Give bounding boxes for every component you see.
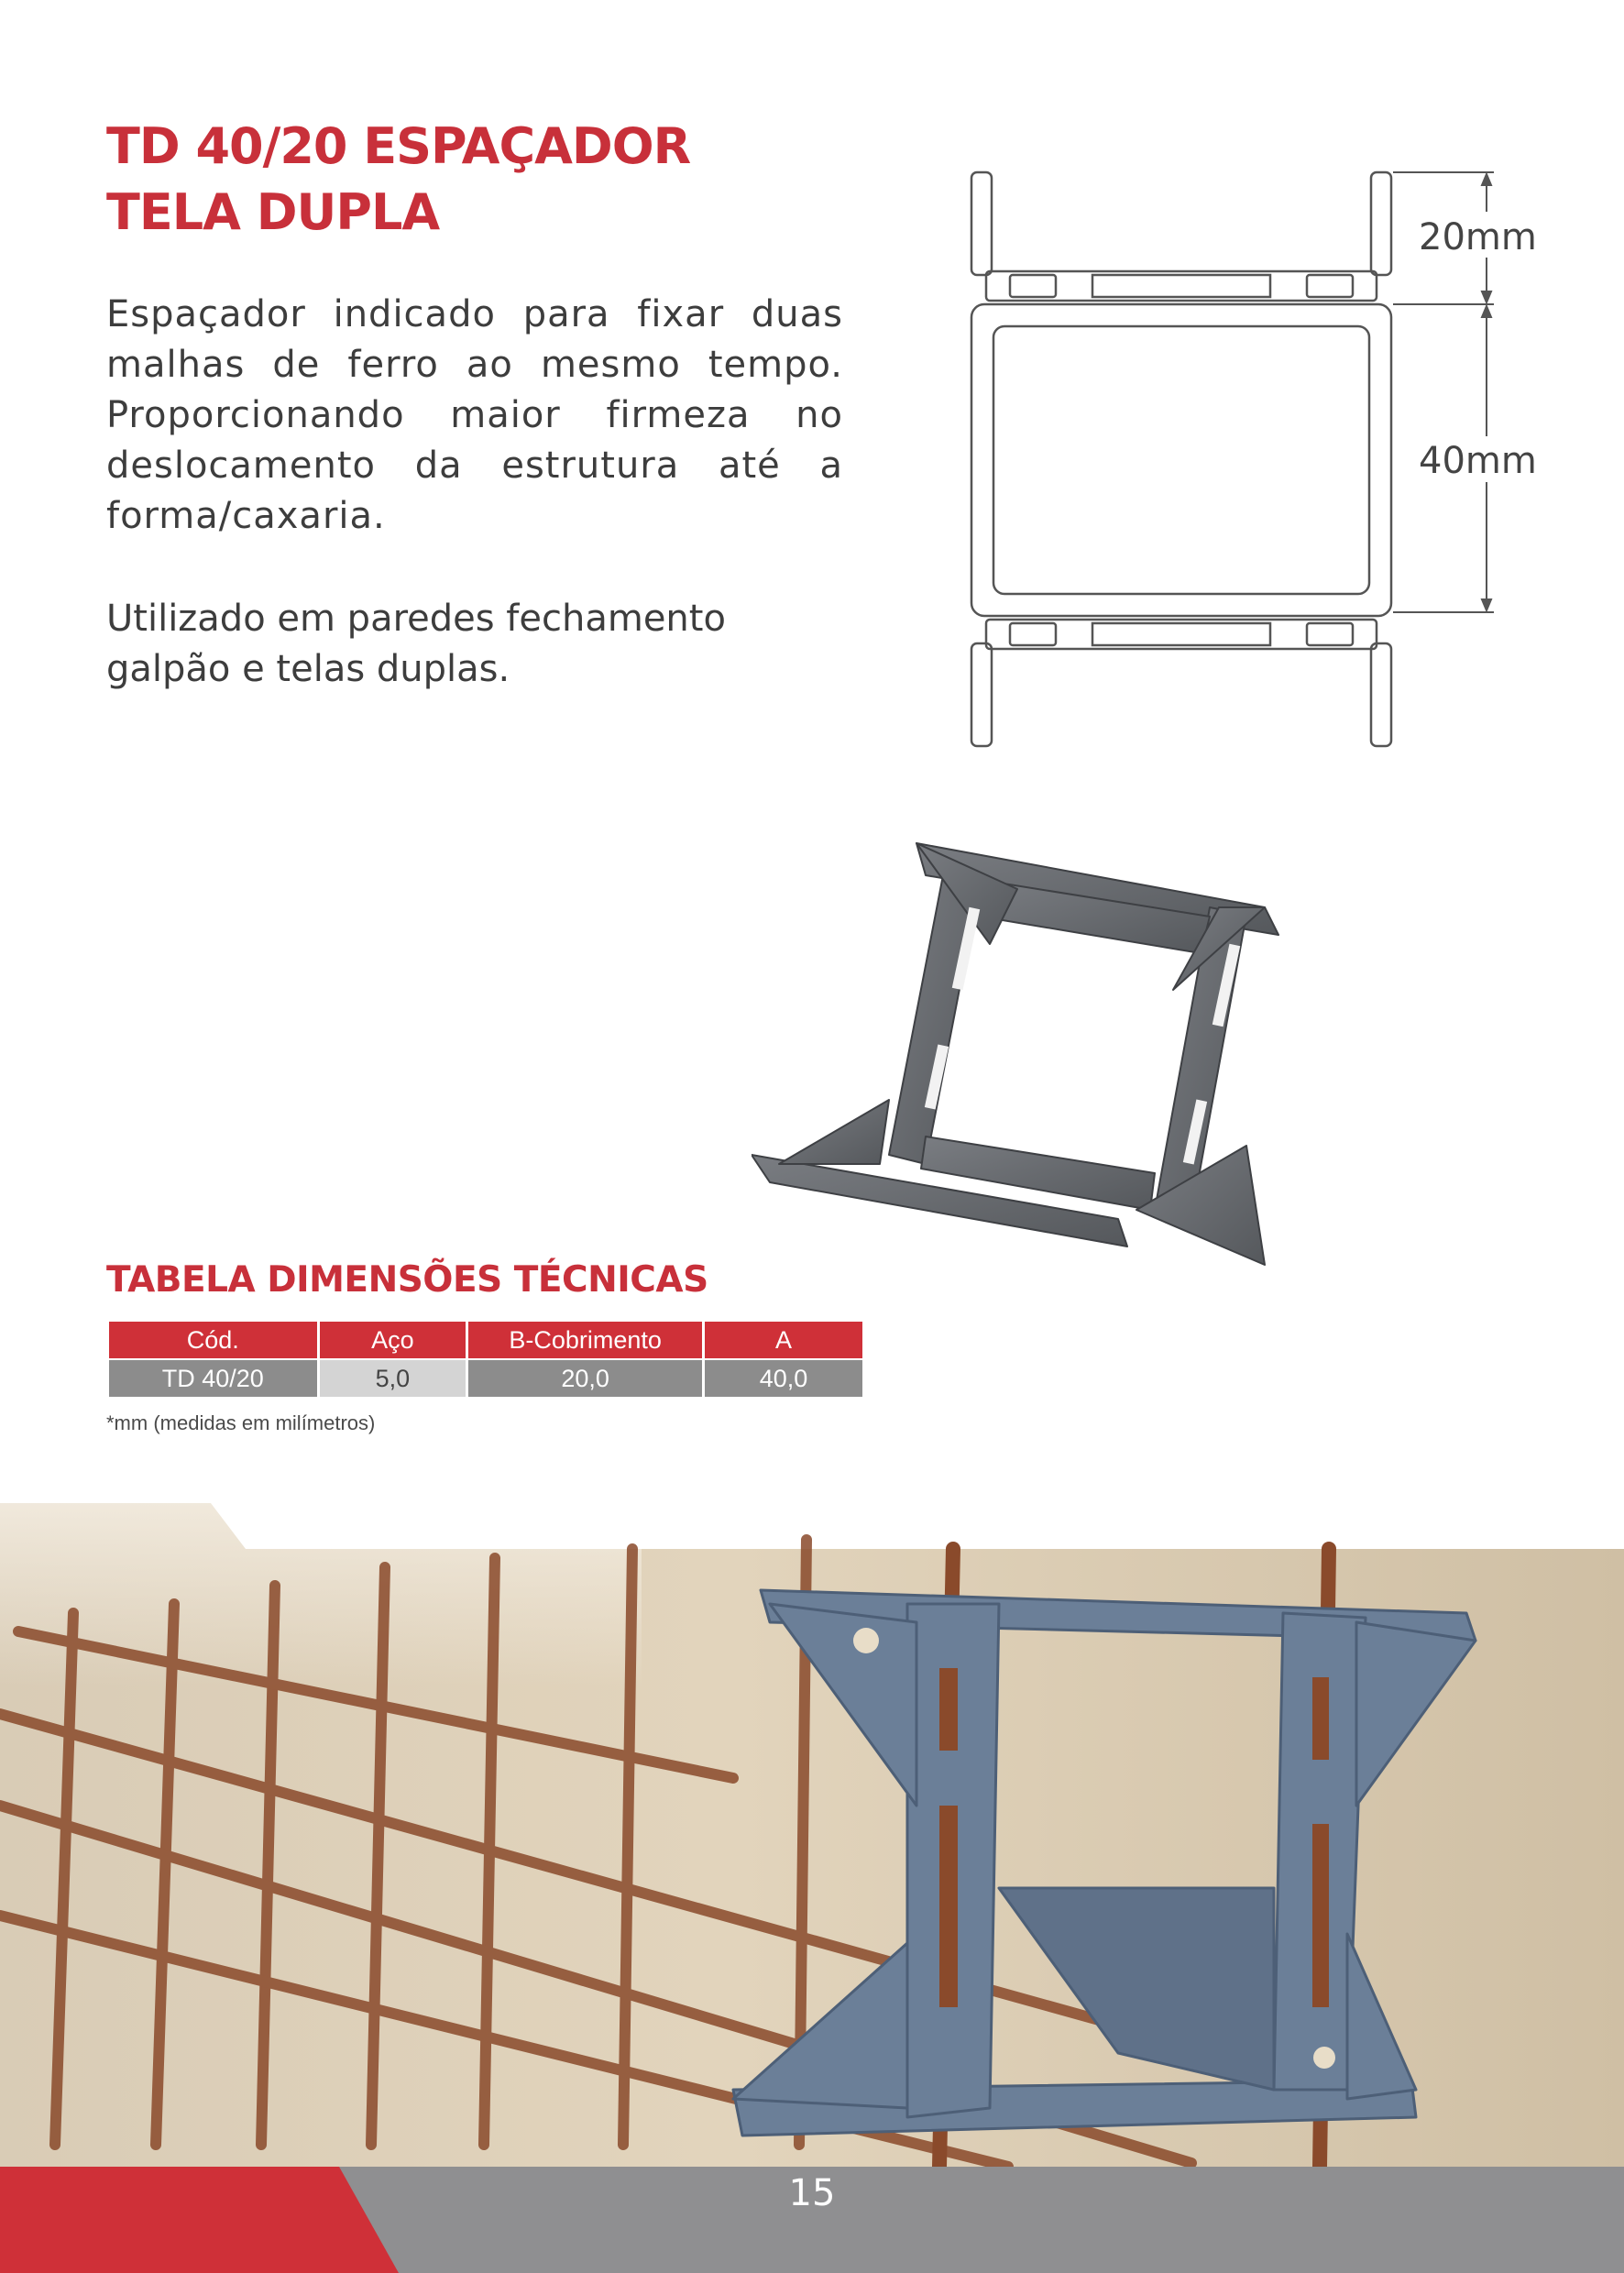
header-aco: Aço — [320, 1322, 466, 1358]
cell-a: 40,0 — [705, 1360, 862, 1397]
right-top-flange — [1371, 172, 1391, 275]
left-top-flange — [971, 172, 992, 275]
page-title — [106, 114, 690, 246]
cell-cod: TD 40/20 — [109, 1360, 317, 1397]
header-cod: Cód. — [109, 1322, 317, 1358]
product-render — [752, 807, 1485, 1301]
table-header-row — [109, 1322, 862, 1358]
title-line-1: TD 40/20 ESPAÇADOR — [106, 117, 691, 175]
dimension-bottom-label: 40mm — [1419, 440, 1537, 482]
product-usage: Utilizado em paredes fechamento galpão e telas duplas. — [106, 598, 726, 690]
right-bottom-flange — [1371, 643, 1391, 746]
title-line-2: TELA DUPLA — [106, 183, 440, 241]
table-title: TABELA DIMENSÕES TÉCNICAS — [106, 1259, 708, 1301]
cell-aco: 5,0 — [320, 1360, 466, 1397]
page-number: 15 — [788, 2172, 836, 2214]
technical-drawing — [953, 161, 1540, 757]
header-a: A — [705, 1322, 862, 1358]
header-b-cobrimento: B-Cobrimento — [468, 1322, 702, 1358]
dimension-top-label: 20mm — [1419, 216, 1537, 258]
product-photo — [0, 1503, 1624, 2167]
left-bottom-flange — [971, 643, 992, 746]
product-description: Espaçador indicado para fixar duas malhas de ferro ao mesmo tempo. Proporcionando maior firmeza no deslocamento da estrutura até a forma/caxaria. — [106, 293, 843, 537]
spec-table — [106, 1320, 865, 1399]
table-note: *mm (medidas em milímetros) — [106, 1411, 376, 1434]
table-row — [109, 1360, 862, 1397]
cell-b-cobrimento: 20,0 — [468, 1360, 702, 1397]
